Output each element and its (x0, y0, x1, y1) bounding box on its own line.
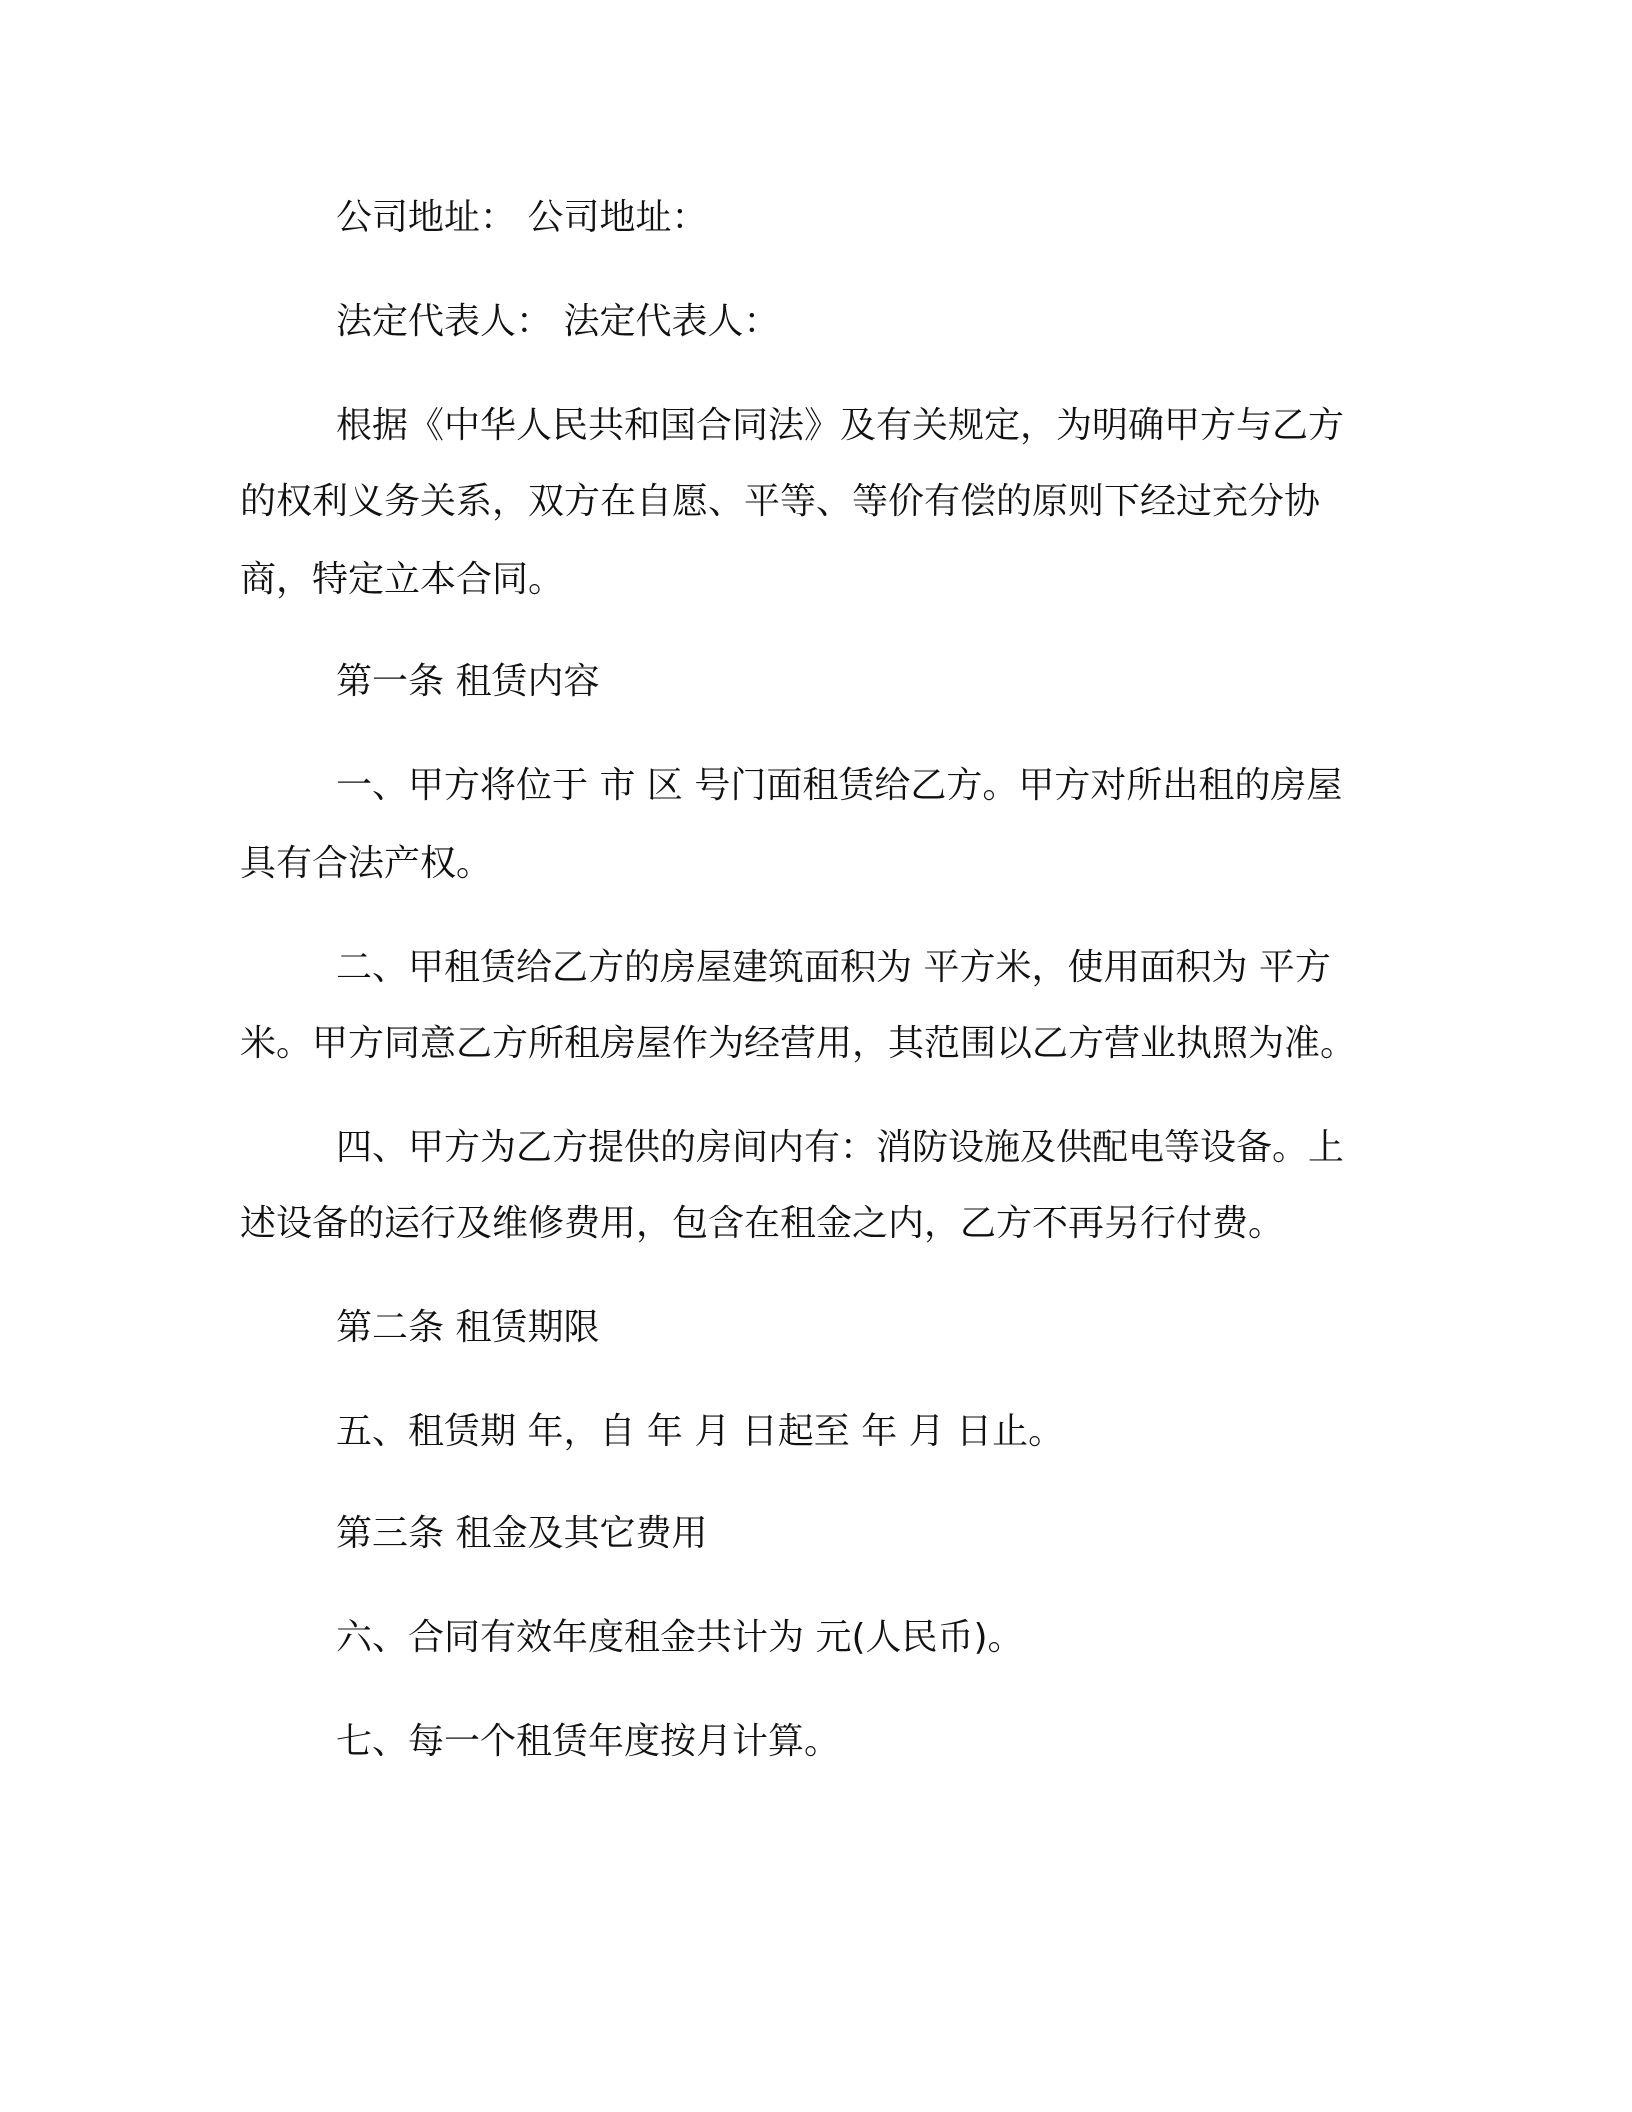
clause-2-line-1: 二、甲租赁给乙方的房屋建筑面积为 平方米，使用面积为 平方 (336, 947, 1331, 988)
clause-1-line-1: 一、甲方将位于 市 区 号门面租赁给乙方。甲方对所出租的房屋 (336, 765, 1343, 806)
article-1-heading: 第一条 租赁内容 (336, 661, 600, 702)
clause-2-line-2: 米。甲方同意乙方所租房屋作为经营用，其范围以乙方营业执照为准。 (240, 1023, 1357, 1064)
legal-representative-line: 法定代表人： 法定代表人： (336, 301, 780, 342)
preamble-line-2: 的权利义务关系，双方在自愿、平等、等价有偿的原则下经过充分协 (240, 481, 1321, 522)
company-address-line: 公司地址： 公司地址： (336, 197, 708, 238)
clause-7-line: 七、每一个租赁年度按月计算。 (336, 1721, 841, 1762)
preamble-line-3: 商，特定立本合同。 (240, 559, 565, 600)
article-3-heading: 第三条 租金及其它费用 (336, 1513, 708, 1554)
clause-4-line-1: 四、甲方为乙方提供的房间内有：消防设施及供配电等设备。上 (336, 1127, 1345, 1168)
clause-1-line-2: 具有合法产权。 (240, 843, 493, 884)
clause-4-line-2: 述设备的运行及维修费用，包含在租金之内，乙方不再另行付费。 (240, 1203, 1285, 1244)
clause-6-line: 六、合同有效年度租金共计为 元(人民币)。 (336, 1617, 1024, 1658)
preamble-line-1: 根据《中华人民共和国合同法》及有关规定，为明确甲方与乙方 (336, 405, 1345, 446)
clause-5-line: 五、租赁期 年，自 年 月 日起至 年 月 日止。 (336, 1411, 1065, 1452)
article-2-heading: 第二条 租赁期限 (336, 1307, 600, 1348)
